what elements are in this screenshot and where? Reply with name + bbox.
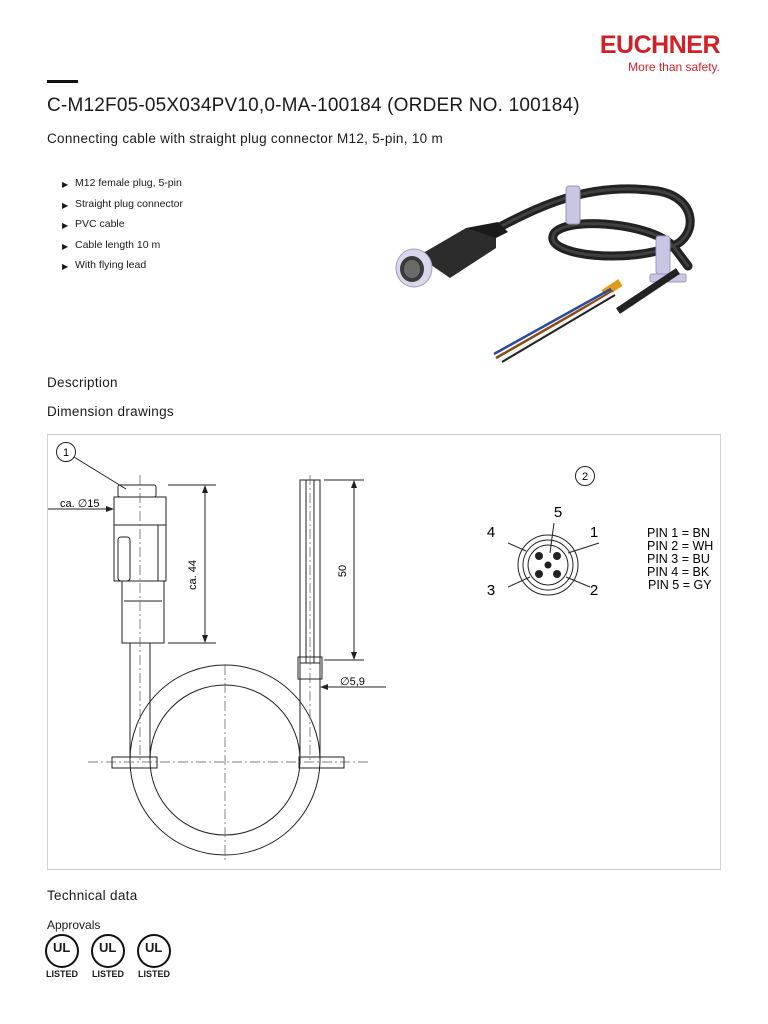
dimension-dia-59: ∅5,9 bbox=[340, 676, 365, 688]
dimension-len-44: ca. 44 bbox=[187, 560, 199, 590]
pin-legend-item: PIN 2 = WH bbox=[647, 539, 714, 553]
pin-label-2: 2 bbox=[589, 582, 599, 599]
feature-item bbox=[62, 176, 183, 197]
product-image bbox=[388, 176, 718, 366]
bullet-arrow-icon: ▶ bbox=[62, 241, 69, 251]
page-title: C-M12F05-05X034PV10,0-MA-100184 (ORDER NO. 100184) bbox=[47, 95, 580, 116]
feature-item bbox=[62, 217, 183, 238]
bullet-arrow-icon: ▶ bbox=[62, 200, 69, 210]
dimension-len-50: 50 bbox=[337, 564, 349, 578]
ul-listed-text: LISTED bbox=[137, 969, 170, 979]
feature-text: Straight plug connector bbox=[75, 197, 183, 210]
dimension-drawing-frame bbox=[47, 434, 721, 870]
ul-listed-logo bbox=[90, 934, 126, 979]
feature-text: With flying lead bbox=[75, 259, 147, 271]
section-dimension-drawings: Dimension drawings bbox=[47, 404, 174, 419]
section-technical-data: Technical data bbox=[47, 888, 138, 903]
brand-logo bbox=[600, 32, 720, 74]
feature-text: M12 female plug, 5-pin bbox=[75, 177, 182, 189]
ul-mark-text: UL bbox=[99, 940, 117, 955]
pin-legend-item: PIN 4 = BK bbox=[647, 565, 710, 579]
callout-1-label: 1 bbox=[62, 447, 70, 459]
ul-listed-logo bbox=[44, 934, 80, 979]
ul-mark-icon bbox=[91, 934, 125, 968]
feature-item bbox=[62, 197, 183, 218]
ul-mark-icon bbox=[45, 934, 79, 968]
feature-item bbox=[62, 258, 183, 279]
pin-label-1: 1 bbox=[589, 524, 599, 541]
callout-2-label: 2 bbox=[581, 471, 589, 483]
feature-text: PVC cable bbox=[75, 218, 125, 230]
pin-legend-item: PIN 5 = GY bbox=[648, 578, 712, 592]
bullet-arrow-icon: ▶ bbox=[62, 221, 69, 230]
pin-legend-item: PIN 1 = BN bbox=[647, 526, 710, 540]
pin-legend-item: PIN 3 = BU bbox=[647, 552, 710, 566]
ul-listed-text: LISTED bbox=[45, 969, 78, 979]
bullet-arrow-icon: ▶ bbox=[62, 180, 69, 189]
ul-mark-text: UL bbox=[145, 940, 163, 955]
page-subtitle: Connecting cable with straight plug connector M12, 5-pin, 10 m bbox=[47, 131, 444, 146]
ul-listed-text: LISTED bbox=[91, 969, 124, 979]
ul-mark-icon bbox=[137, 934, 171, 968]
pin-label-3: 3 bbox=[486, 582, 496, 599]
brand-tagline: More than safety. bbox=[628, 60, 720, 74]
feature-list bbox=[62, 176, 183, 279]
bullet-arrow-icon: ▶ bbox=[62, 262, 69, 271]
ul-listed-logo bbox=[136, 934, 172, 979]
dimension-dia-15: ca. ∅15 bbox=[60, 498, 100, 510]
feature-text: Cable length 10 m bbox=[75, 238, 161, 251]
title-rule bbox=[47, 80, 78, 83]
feature-item bbox=[62, 238, 183, 259]
pin-label-4: 4 bbox=[486, 524, 496, 541]
approvals-label: Approvals bbox=[47, 918, 101, 932]
dimension-drawing bbox=[48, 435, 720, 869]
pin-label-5: 5 bbox=[553, 504, 563, 521]
brand-name: EUCHNER bbox=[599, 31, 720, 59]
ul-mark-text: UL bbox=[53, 940, 71, 955]
section-description: Description bbox=[47, 375, 118, 390]
